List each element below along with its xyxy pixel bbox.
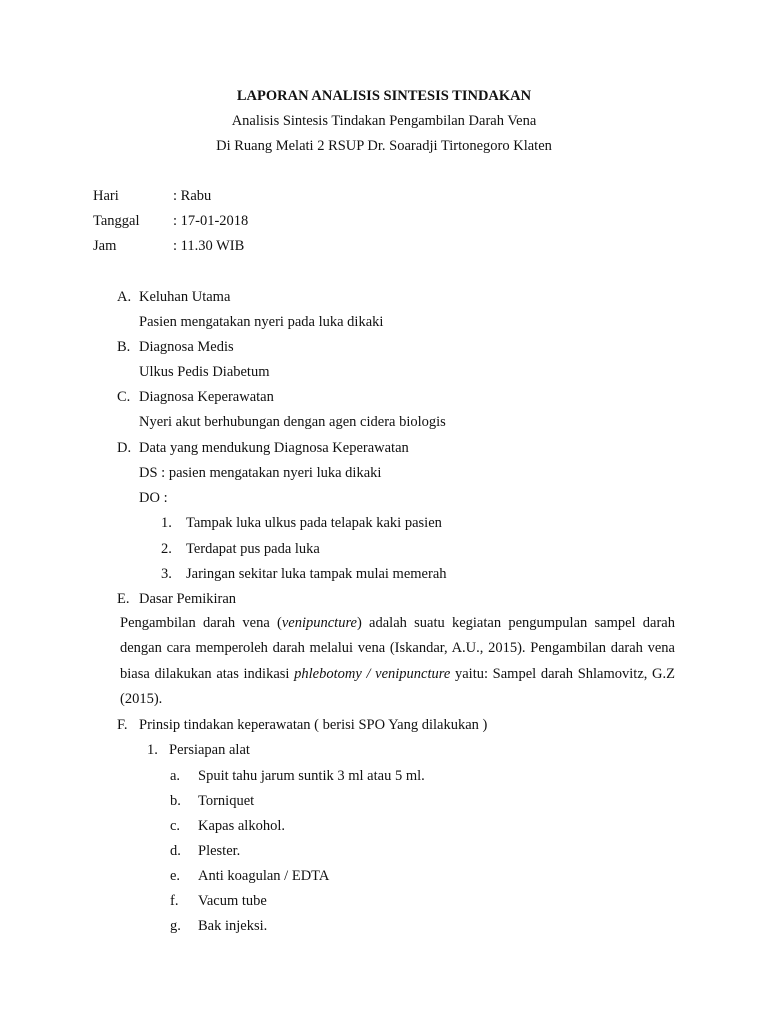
equipment-item: Vacum tube bbox=[198, 893, 267, 909]
section-b-marker: B. bbox=[117, 339, 131, 355]
do-item: Jaringan sekitar luka tampak mulai memerah bbox=[186, 566, 447, 582]
info-label-time: Jam bbox=[93, 238, 117, 254]
section-f-sub-marker: 1. bbox=[147, 742, 158, 758]
info-value-day: : Rabu bbox=[173, 188, 212, 204]
section-e-paragraph: Pengambilan darah vena (venipuncture) adalah suatu kegiatan pengumpulan sampel darah dengan cara memperoleh darah melalui vena (Iskandar, A.U., 2015). Pengambilan darah vena biasa dilakukan atas indikasi phlebotomy / venipuncture yaitu: Sampel darah Shlamovitz, G.Z (2015). bbox=[120, 615, 676, 707]
equipment-item-marker: f. bbox=[170, 893, 179, 909]
section-e-heading: Dasar Pemikiran bbox=[139, 591, 237, 607]
info-value-time: : 11.30 WIB bbox=[173, 238, 245, 254]
do-item-marker: 2. bbox=[161, 541, 172, 557]
equipment-item-marker: c. bbox=[170, 818, 181, 834]
equipment-item: Kapas alkohol. bbox=[198, 818, 285, 834]
section-c-marker: C. bbox=[117, 389, 131, 405]
section-f-heading: Prinsip tindakan keperawatan ( berisi SPO Yang dilakukan ) bbox=[139, 717, 488, 733]
document-title: LAPORAN ANALISIS SINTESIS TINDAKAN bbox=[236, 88, 532, 104]
equipment-item: Anti koagulan / EDTA bbox=[198, 868, 330, 884]
section-b-heading: Diagnosa Medis bbox=[139, 339, 234, 355]
equipment-item-marker: a. bbox=[170, 768, 181, 784]
section-d-ds: DS : pasien mengatakan nyeri luka dikaki bbox=[139, 465, 382, 481]
section-f-sub-heading: Persiapan alat bbox=[169, 742, 250, 758]
section-a-body: Pasien mengatakan nyeri pada luka dikaki bbox=[139, 314, 384, 330]
document-subtitle: Analisis Sintesis Tindakan Pengambilan Darah Vena bbox=[231, 113, 537, 129]
info-value-date: : 17-01-2018 bbox=[173, 213, 249, 229]
section-f-marker: F. bbox=[117, 717, 128, 733]
section-b-body: Ulkus Pedis Diabetum bbox=[139, 364, 270, 380]
section-e-marker: E. bbox=[117, 591, 130, 607]
section-c-heading: Diagnosa Keperawatan bbox=[139, 389, 274, 405]
do-item: Terdapat pus pada luka bbox=[186, 541, 320, 557]
equipment-item-marker: g. bbox=[170, 918, 181, 934]
section-a-marker: A. bbox=[117, 289, 132, 305]
do-item: Tampak luka ulkus pada telapak kaki pasien bbox=[186, 515, 442, 531]
equipment-item-marker: d. bbox=[170, 843, 181, 859]
equipment-item-marker: e. bbox=[170, 868, 181, 884]
info-label-day: Hari bbox=[93, 188, 119, 204]
do-item-marker: 3. bbox=[161, 566, 172, 582]
equipment-item: Plester. bbox=[198, 843, 241, 859]
document-location: Di Ruang Melati 2 RSUP Dr. Soaradji Tirtonegoro Klaten bbox=[216, 138, 552, 154]
section-d-heading: Data yang mendukung Diagnosa Keperawatan bbox=[139, 440, 409, 456]
equipment-item: Bak injeksi. bbox=[198, 918, 268, 934]
equipment-item: Torniquet bbox=[198, 793, 255, 809]
section-c-body: Nyeri akut berhubungan dengan agen cidera biologis bbox=[139, 414, 446, 430]
equipment-item-marker: b. bbox=[170, 793, 181, 809]
equipment-item: Spuit tahu jarum suntik 3 ml atau 5 ml. bbox=[198, 768, 425, 784]
section-d-marker: D. bbox=[117, 440, 132, 456]
info-label-date: Tanggal bbox=[93, 213, 140, 229]
do-item-marker: 1. bbox=[161, 515, 172, 531]
section-a-heading: Keluhan Utama bbox=[139, 289, 231, 305]
section-d-do: DO : bbox=[139, 490, 168, 506]
